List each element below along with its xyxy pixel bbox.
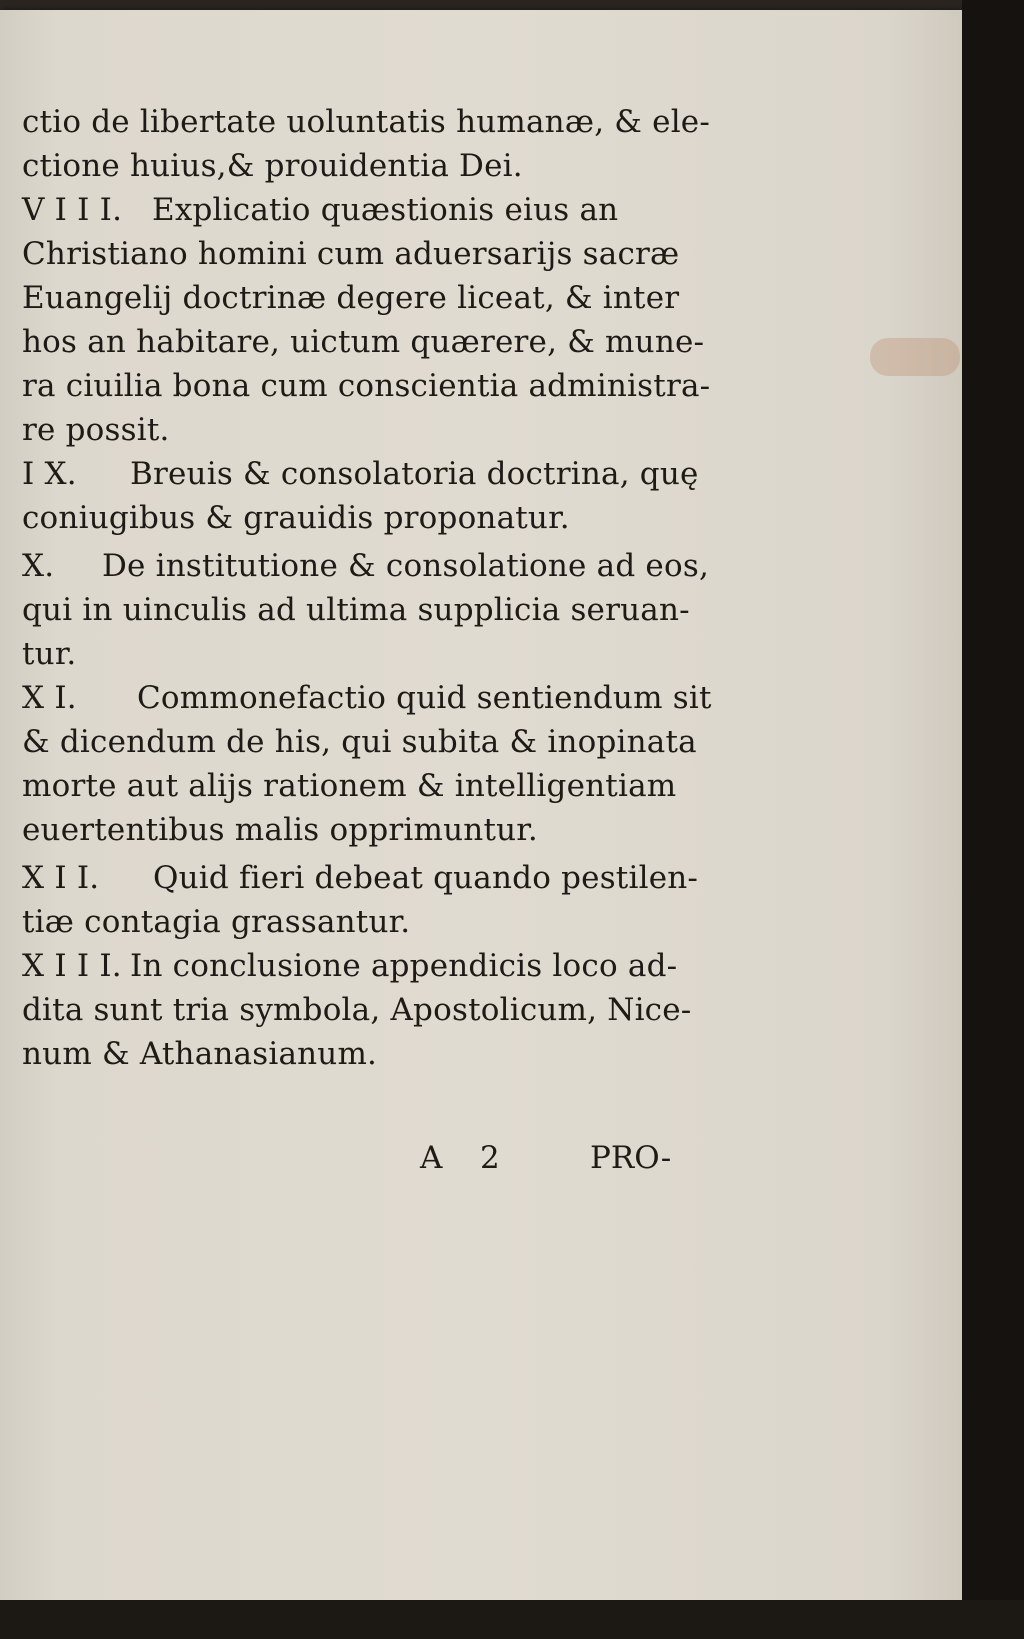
entry-numeral: X I I I. xyxy=(22,948,122,984)
text-line: re possit. xyxy=(22,412,170,448)
text-line: euertentibus malis opprimuntur. xyxy=(22,812,538,848)
stain xyxy=(870,338,960,376)
catchword: PRO- xyxy=(590,1140,672,1176)
text-line: morte aut alijs rationem & intelligentiam xyxy=(22,768,677,804)
text-line: num & Athanasianum. xyxy=(22,1036,378,1072)
entry-numeral: V I I I. xyxy=(22,192,123,228)
entry-numeral: X I. xyxy=(22,680,77,716)
text-line: ctio de libertate uoluntatis humanæ, & ele- xyxy=(22,104,711,140)
text-line: tur. xyxy=(22,636,77,672)
text-line: ra ciuilia bona cum conscientia administra- xyxy=(22,368,711,404)
entry-text: Breuis & consolatoria doctrina, quę xyxy=(130,456,699,492)
text-line: Christiano homini cum aduersarijs sacræ xyxy=(22,236,680,272)
text-line: qui in uinculis ad ultima supplicia seruan- xyxy=(22,592,690,628)
entry-xiii xyxy=(22,944,722,988)
entry-text: De institutione & consolatione ad eos, xyxy=(102,548,709,584)
entry-xi xyxy=(22,676,722,720)
book-bottom-edge xyxy=(0,1600,1024,1639)
table-of-contents-text xyxy=(22,100,722,1076)
text-line: hos an habitare, uictum quærere, & mune- xyxy=(22,324,705,360)
entry-text: Explicatio quæstionis eius an xyxy=(152,192,619,228)
signature-number: 2 xyxy=(480,1140,500,1176)
entry-ix xyxy=(22,452,722,496)
text-line: Euangelij doctrinæ degere liceat, & inter xyxy=(22,280,680,316)
text-line: coniugibus & grauidis proponatur. xyxy=(22,500,570,536)
signature-line xyxy=(420,1140,720,1176)
entry-xii xyxy=(22,856,722,900)
text-line: dita sunt tria symbola, Apostolicum, Nice- xyxy=(22,992,692,1028)
entry-numeral: X. xyxy=(22,548,55,584)
entry-text: Quid fieri debeat quando pestilen- xyxy=(153,860,699,896)
entry-numeral: I X. xyxy=(22,456,77,492)
text-line: tiæ contagia grassantur. xyxy=(22,904,411,940)
entry-numeral: X I I. xyxy=(22,860,100,896)
text-line: ctione huius,& prouidentia Dei. xyxy=(22,148,523,184)
entry-viii xyxy=(22,188,722,232)
text-line: & dicendum de his, qui subita & inopinata xyxy=(22,724,697,760)
entry-text: Commonefactio quid sentiendum sit xyxy=(137,680,712,716)
entry-text: In conclusione appendicis loco ad- xyxy=(130,948,678,984)
entry-x xyxy=(22,544,722,588)
signature-mark: A xyxy=(420,1140,443,1176)
book-right-edge xyxy=(962,0,1024,1639)
